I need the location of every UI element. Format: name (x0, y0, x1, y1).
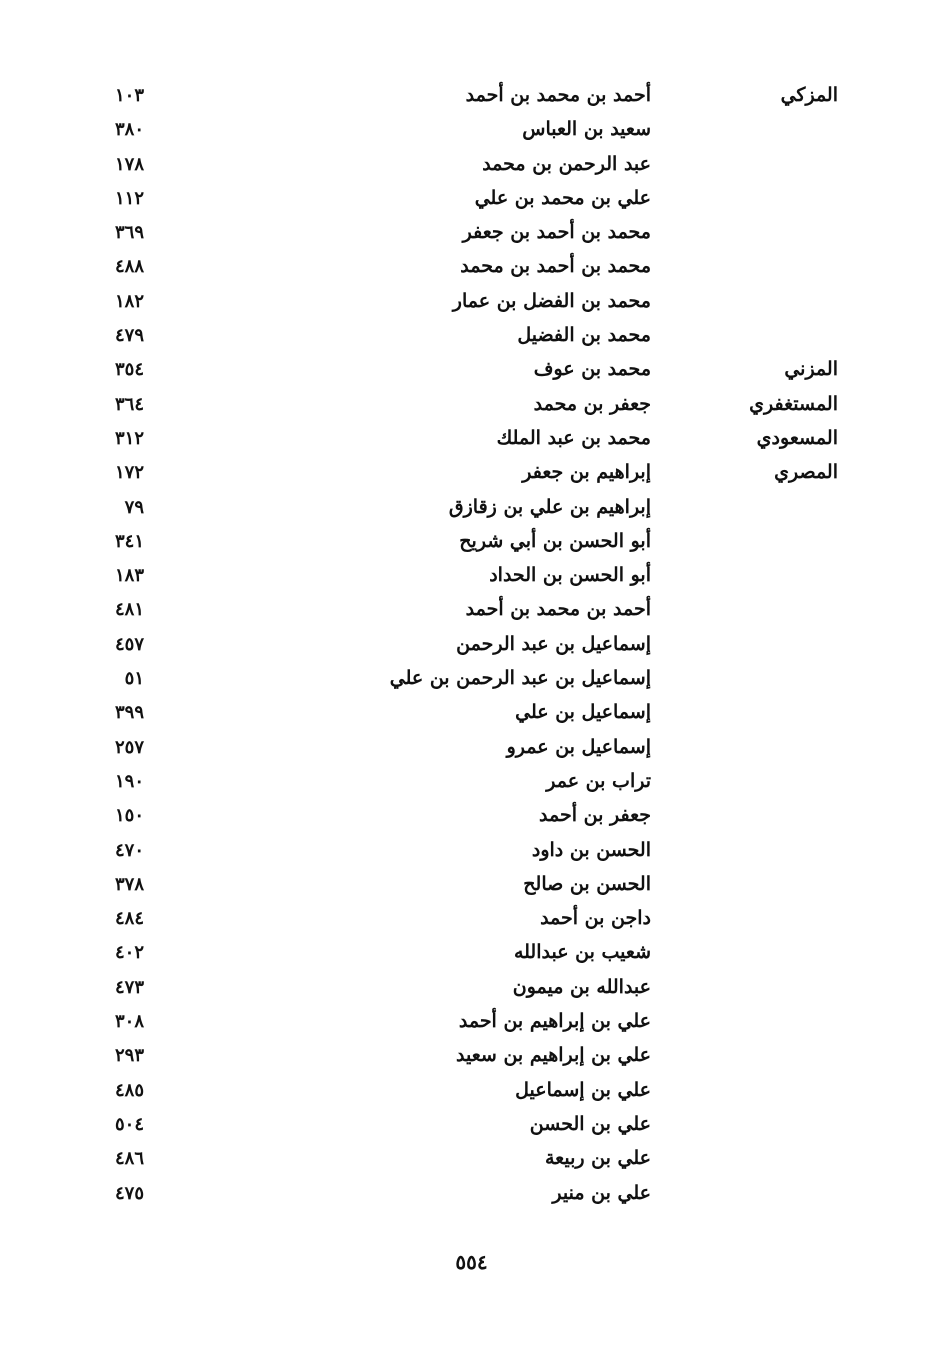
person-name: عبدالله بن ميمون (512, 975, 651, 998)
index-row (0, 974, 943, 1008)
index-row (0, 1042, 943, 1076)
page-reference: ٤٨٨ (114, 256, 144, 278)
page-number: ٥٥٤ (455, 1250, 488, 1274)
person-name: علي بن محمد بن علي (474, 186, 651, 209)
index-row (0, 871, 943, 905)
page-reference: ١٧٨ (114, 153, 144, 175)
page-reference: ٣١٢ (114, 427, 144, 449)
nisba-label: المزكي (780, 84, 838, 106)
person-name: الحسن بن داود (531, 838, 651, 861)
person-name: داجن بن أحمد (540, 907, 651, 930)
page-reference: ٤٨٤ (114, 908, 144, 930)
person-name: محمد بن الفضيل (517, 324, 651, 347)
page-reference: ٤٨٦ (114, 1148, 144, 1170)
page-reference: ١٩٠ (114, 770, 144, 792)
person-name: الحسن بن صالح (523, 872, 651, 895)
person-name: محمد بن الفضل بن عمار (452, 289, 651, 312)
page-reference: ١١٢ (114, 187, 144, 209)
person-name: أحمد بن محمد بن أحمد (465, 84, 651, 106)
person-name: شعيب بن عبدالله (513, 941, 651, 964)
person-name: عبد الرحمن بن محمد (482, 152, 651, 175)
person-name: تراب بن عمر (546, 769, 651, 792)
page-reference: ٤٧٠ (114, 839, 144, 861)
nisba-label: المزني (784, 358, 838, 381)
page-reference: ٤٧٣ (114, 976, 144, 998)
page-reference: ١٠٣ (114, 85, 144, 106)
index-row (0, 1111, 943, 1145)
index-row (0, 322, 943, 356)
person-name: جعفر بن أحمد (539, 804, 651, 827)
index-row (0, 768, 943, 802)
person-name: محمد بن عوف (533, 358, 651, 381)
index-row (0, 425, 943, 459)
index-row (0, 356, 943, 390)
page-reference: ٥١ (124, 668, 144, 690)
index-row (0, 1077, 943, 1111)
person-name: إبراهيم بن جعفر (522, 461, 651, 484)
index-row (0, 699, 943, 733)
index-row (0, 734, 943, 768)
nisba-label: المصري (774, 461, 838, 484)
page-reference: ٤٧٥ (114, 1182, 144, 1204)
page-reference: ٢٥٧ (114, 736, 144, 758)
index-row (0, 562, 943, 596)
person-name: إبراهيم بن علي بن زقازق (448, 495, 651, 518)
person-name: علي بن إسماعيل (515, 1078, 651, 1101)
page-reference: ١٨٣ (114, 565, 144, 587)
person-name: علي بن إبراهيم بن سعيد (456, 1044, 651, 1067)
person-name: محمد بن أحمد بن محمد (460, 255, 651, 278)
index-row (0, 219, 943, 253)
page-reference: ٢٩٣ (114, 1045, 144, 1067)
person-name: إسماعيل بن عبد الرحمن (456, 632, 651, 655)
index-row (0, 116, 943, 150)
person-name: محمد بن عبد الملك (496, 426, 651, 449)
person-name: أبو الحسن بن الحداد (489, 564, 651, 587)
index-row (0, 1180, 943, 1214)
person-name: علي بن الحسن (529, 1112, 651, 1135)
page-reference: ٤٠٢ (114, 942, 144, 964)
index-row (0, 1008, 943, 1042)
person-name: سعيد بن العباس (522, 118, 651, 141)
index-row (0, 1145, 943, 1179)
index-row (0, 494, 943, 528)
person-name: إسماعيل بن عبد الرحمن بن علي (389, 667, 651, 690)
page-reference: ٣٥٤ (114, 359, 144, 381)
index-row (0, 665, 943, 699)
index-row (0, 596, 943, 630)
person-name: علي بن منير (552, 1181, 651, 1204)
index-row (0, 802, 943, 836)
page-reference: ٣٦٩ (114, 222, 144, 244)
page-reference: ٤٧٩ (114, 325, 144, 347)
person-name: إسماعيل بن علي (515, 701, 651, 724)
page-reference: ٣٧٨ (114, 873, 144, 895)
page-reference: ٣٩٩ (114, 702, 144, 724)
index-row (0, 939, 943, 973)
index-list (0, 82, 943, 1214)
page-reference: ١٧٢ (114, 462, 144, 484)
person-name: إسماعيل بن عمرو (506, 735, 651, 758)
page-reference: ٣٨٠ (114, 119, 144, 141)
page-reference: ٣٦٤ (114, 393, 144, 415)
index-row (0, 837, 943, 871)
page-reference: ٥٠٤ (114, 1113, 144, 1135)
page-reference: ٣٠٨ (114, 1011, 144, 1033)
page-reference: ١٥٠ (114, 805, 144, 827)
person-name: محمد بن أحمد بن جعفر (462, 221, 651, 244)
index-row (0, 459, 943, 493)
index-row (0, 631, 943, 665)
index-row (0, 288, 943, 322)
page-reference: ١٨٢ (114, 290, 144, 312)
index-row (0, 253, 943, 287)
person-name: أحمد بن محمد بن أحمد (465, 598, 651, 621)
index-row (0, 905, 943, 939)
index-row (0, 151, 943, 185)
index-row (0, 185, 943, 219)
page-reference: ٣٤١ (114, 530, 144, 552)
person-name: أبو الحسن بن أبي شريح (459, 529, 651, 552)
nisba-label: المستغفري (749, 392, 838, 415)
page-reference: ٤٥٧ (114, 633, 144, 655)
index-row (0, 82, 943, 116)
page-reference: ٤٨١ (114, 599, 144, 621)
person-name: جعفر بن محمد (533, 392, 651, 415)
person-name: علي بن إبراهيم بن أحمد (458, 1010, 651, 1033)
person-name: علي بن ربيعة (545, 1147, 651, 1170)
nisba-label: المسعودي (756, 426, 838, 449)
page-reference: ٧٩ (124, 496, 144, 518)
page-reference: ٤٨٥ (114, 1079, 144, 1101)
index-row (0, 391, 943, 425)
index-row (0, 528, 943, 562)
